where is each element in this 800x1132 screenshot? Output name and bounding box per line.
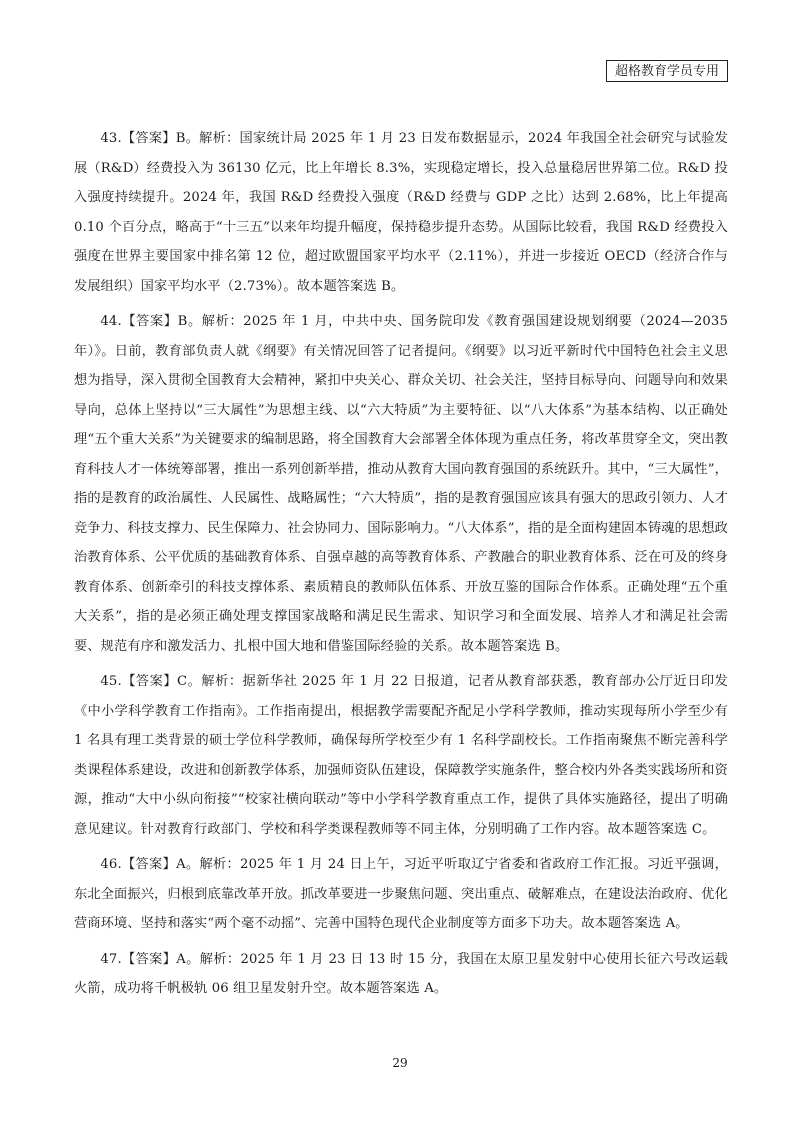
page-number: 29 (392, 1056, 408, 1070)
answer-46: 46.【答案】A。解析：2025 年 1 月 24 日上午，习近平听取辽宁省委和省政府工作汇报。习近平强调，东北全面振兴，归根到底靠改革开放。抓改革要进一步聚焦问题、突出重点、破解难点，在建设法治政府、优化营商环境、坚持和落实“两个毫不动摇”、完善中国特色现代企业制度等方面多下功夫。故本题答案选 A。 (74, 857, 728, 931)
header-tag: 超格教育学员专用 (606, 60, 728, 82)
answer-45: 45.【答案】C。解析：据新华社 2025 年 1 月 22 日报道，记者从教育部获悉，教育部办公厅近日印发《中小学科学教育工作指南》。工作指南提出，根据教学需要配齐配足小学科学教师，推动实现每所小学至少有 1 名具有理工类背景的硕士学位科学教师，确保每所学校至少有 1 名科学副校长。工作指南聚焦不断完善科学类课程体系建设，改进和创新教学体系，加强师资队伍建设，保障教学实施条件，整合校内外各类实践场所和资源，推动“大中小纵向衔接”“校家社横向联动”等中小学科学教育重点工作，提供了具体实施路径，提出了明确意见建议。针对教育行政部门、学校和科学类课程教师等不同主体，分别明确了工作内容。故本题答案选 C。 (74, 674, 728, 837)
answer-43: 43.【答案】B。解析：国家统计局 2025 年 1 月 23 日发布数据显示，2024 年我国全社会研究与试验发展（R&D）经费投入为 36130 亿元，比上年增长 8.3%，实现稳定增长，投入总量稳居世界第二位。R&D 投入强度持续提升。2024 年，我国 R&D 经费投入强度（R&D 经费与 GDP 之比）达到 2.68%，比上年提高 0.10 个百分点，略高于“十三五”以来年均提升幅度，保持稳步提升态势。从国际比较看，我国 R&D 经费投入强度在世界主要国家中排名第 12 位，超过欧盟国家平均水平（2.11%），并进一步接近 OECD（经济合作与发展组织）国家平均水平（2.73%）。故本题答案选 B。 (74, 131, 728, 294)
answer-47: 47.【答案】A。解析：2025 年 1 月 23 日 13 时 15 分，我国在太原卫星发射中心使用长征六号改运载火箭，成功将千帆极轨 06 组卫星发射升空。故本题答案选 A。 (74, 951, 728, 996)
answer-44: 44.【答案】B。解析：2025 年 1 月，中共中央、国务院印发《教育强国建设规划纲要（2024—2035 年）》。日前，教育部负责人就《纲要》有关情况回答了记者提问。《纲要》以习近平新时代中国特色社会主义思想为指导，深入贯彻全国教育大会精神，紧扣中央关心、群众关切、社会关注，坚持目标导向、问题导向和效果导向，总体上坚持以“三大属性”为思想主线、以“六大特质”为主要特征、以“八大体系”为基本结构、以正确处理“五个重大关系”为关键要求的编制思路，将全国教育大会部署全体体现为重点任务，将改革贯穿全文，突出教育科技人才一体统筹部署，推出一系列创新举措，推动从教育大国向教育强国的系统跃升。其中，“三大属性”，指的是教育的政治属性、人民属性、战略属性；“六大特质”，指的是教育强国应该具有强大的思政引领力、人才竞争力、科技支撑力、民生保障力、社会协同力、国际影响力。“八大体系”，指的是全面构建固本铸魂的思想政治教育体系、公平优质的基础教育体系、自强卓越的高等教育体系、产教融合的职业教育体系、泛在可及的终身教育体系、创新牵引的科技支撑体系、素质精良的教师队伍体系、开放互鉴的国际合作体系。正确处理“五个重大关系”，指的是必须正确处理支撑国家战略和满足民生需求、知识学习和全面发展、培养人才和满足社会需要、规范有序和激发活力、扎根中国大地和借鉴国际经验的关系。故本题答案选 B。 (74, 314, 728, 654)
answer-explanations (74, 124, 728, 1010)
